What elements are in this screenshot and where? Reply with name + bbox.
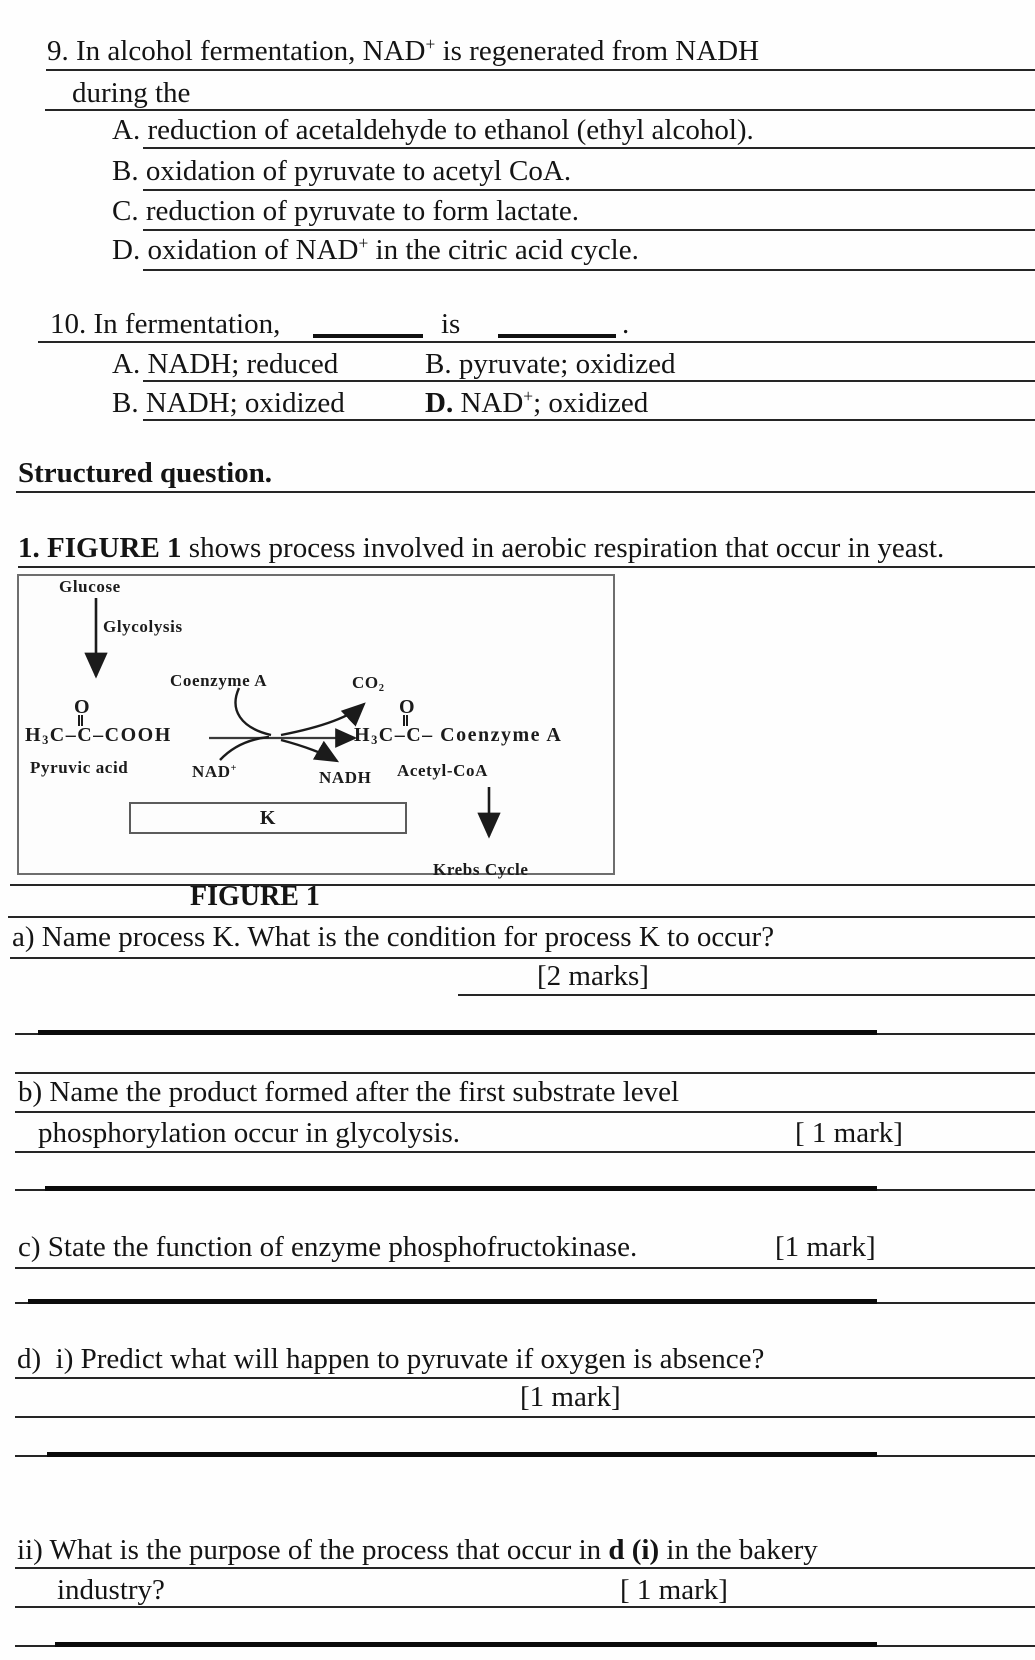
q10-stem-period: . xyxy=(622,308,630,340)
figure-1-diagram xyxy=(17,574,615,879)
subscript-3: 3 xyxy=(371,733,379,748)
q10-option-d: D. NAD+; oxidized xyxy=(425,386,649,419)
ruled-line xyxy=(15,1111,1035,1113)
process-k-box xyxy=(129,802,407,834)
ruled-line xyxy=(458,994,1035,996)
part-b-question-line2: phosphorylation occur in glycolysis. xyxy=(38,1117,461,1149)
ruled-line xyxy=(15,1606,1035,1608)
nad-in-curve xyxy=(220,737,269,760)
ruled-line xyxy=(18,566,1035,568)
answer-line xyxy=(38,1030,877,1035)
co2-label: CO2 xyxy=(352,673,385,694)
part-dii-question-line2: industry? xyxy=(57,1574,165,1606)
coenzyme-a-label: Coenzyme A xyxy=(170,671,268,690)
ruled-line xyxy=(15,1567,1035,1569)
ruled-line xyxy=(8,916,1035,918)
part-a-question: a) Name process K. What is the condition for process K to occur? xyxy=(12,921,775,953)
nad-label: NAD+ xyxy=(192,762,238,781)
ruled-line xyxy=(16,491,1035,493)
structured-question-heading: Structured question. xyxy=(18,457,273,489)
part-d-marks: [1 mark] xyxy=(520,1381,621,1413)
acetyl-coa-formula: H3C–C– Coenzyme A xyxy=(354,724,563,748)
q9-option-a: A. reduction of acetaldehyde to ethanol (ethyl alcohol). xyxy=(112,114,754,146)
ruled-line xyxy=(46,69,1035,71)
ruled-line xyxy=(15,1416,1035,1418)
ruled-line xyxy=(15,1267,1035,1269)
q9-option-c: C. reduction of pyruvate to form lactate. xyxy=(112,195,580,227)
ruled-line xyxy=(143,189,1035,191)
part-c-question: c) State the function of enzyme phosphofructokinase. xyxy=(18,1231,638,1263)
part-a-marks: [2 marks] xyxy=(537,960,649,992)
q10-option-c: B. NADH; oxidized xyxy=(112,387,345,419)
superscript-plus: + xyxy=(523,386,534,407)
q9-option-d: D. oxidation of NAD+ in the citric acid cycle. xyxy=(112,233,639,266)
figure-caption: FIGURE 1 xyxy=(190,881,320,912)
ruled-line xyxy=(143,380,1035,382)
ruled-line xyxy=(143,269,1035,271)
ruled-line xyxy=(143,147,1035,149)
ruled-line xyxy=(15,1377,1035,1379)
ruled-line xyxy=(45,109,1035,111)
ruled-line xyxy=(38,341,1035,343)
q1-title: 1. FIGURE 1 shows process involved in aerobic respiration that occur in yeast. xyxy=(18,532,945,564)
ruled-line xyxy=(15,1072,1035,1074)
part-d-question: d) i) Predict what will happen to pyruvate if oxygen is absence? xyxy=(17,1343,765,1375)
acetyl-coa-label: Acetyl-CoA xyxy=(397,761,488,780)
blank-line xyxy=(313,334,423,338)
process-k-label: K xyxy=(259,807,277,829)
part-dii-question-line1: ii) What is the purpose of the process that occur in d (i) in the bakery xyxy=(17,1534,818,1566)
nadh-out-curve xyxy=(281,740,337,761)
q10-option-b: B. pyruvate; oxidized xyxy=(425,348,676,380)
nadh-label: NADH xyxy=(319,768,372,787)
subscript-2: 2 xyxy=(378,682,385,694)
answer-line xyxy=(28,1299,877,1304)
ruled-line xyxy=(15,1151,1035,1153)
part-b-question-line1: b) Name the product formed after the first substrate level xyxy=(18,1076,680,1108)
part-b-marks: [ 1 mark] xyxy=(795,1117,903,1149)
glucose-label: Glucose xyxy=(59,577,121,596)
coenzyme-a-in-curve xyxy=(236,688,271,735)
q9-stem-line2: during the xyxy=(72,77,191,109)
krebs-cycle-label: Krebs Cycle xyxy=(433,860,529,879)
answer-line xyxy=(55,1642,877,1647)
answer-line xyxy=(45,1186,877,1191)
pyruvic-acid-label: Pyruvic acid xyxy=(30,758,129,777)
acetyl-oxygen-label: O xyxy=(399,696,417,718)
pyruvic-oxygen-label: O xyxy=(74,696,92,718)
ruled-line xyxy=(143,229,1035,231)
superscript-plus: + xyxy=(358,233,369,254)
subscript-3: 3 xyxy=(42,733,50,748)
q9-option-b: B. oxidation of pyruvate to acetyl CoA. xyxy=(112,155,572,187)
co2-out-curve xyxy=(281,704,364,735)
q10-stem: 10. In fermentation, xyxy=(50,308,281,340)
part-dii-marks: [ 1 mark] xyxy=(620,1574,728,1606)
q9-stem-line1: 9. In alcohol fermentation, NAD+ is regenerated from NADH xyxy=(47,34,760,67)
ruled-line xyxy=(143,419,1035,421)
pyruvic-acid-formula: H3C–C–COOH xyxy=(25,724,172,748)
part-c-marks: [1 mark] xyxy=(775,1231,876,1263)
q10-option-a: A. NADH; reduced xyxy=(112,348,339,380)
ruled-line xyxy=(10,884,1035,886)
superscript-plus: + xyxy=(230,763,238,775)
superscript-plus: + xyxy=(425,34,436,55)
ruled-line xyxy=(10,957,1035,959)
q10-stem-is: is xyxy=(441,308,461,340)
blank-line xyxy=(498,334,616,338)
glycolysis-label: Glycolysis xyxy=(103,617,183,636)
answer-line xyxy=(47,1452,877,1457)
